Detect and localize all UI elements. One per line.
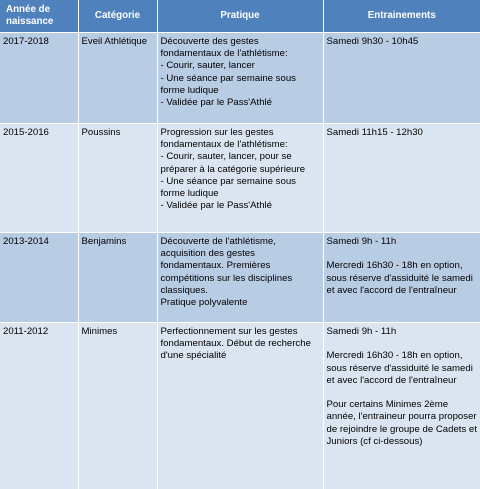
practice-line: - Validée par le Pass'Athlé [160,97,273,109]
practice-line: - Une séance par semaine sous forme ludique [160,175,296,200]
cell-category: Poussins [78,124,157,233]
cell-training [323,323,480,489]
training-spacer [327,248,479,260]
cell-birth-year: 2013-2014 [0,233,78,323]
practice-line: - Une séance par semaine sous forme ludique [160,72,296,96]
header-birth-year: Année de naissance [0,0,78,33]
cell-birth-year: 2011-2012 [0,323,78,489]
cell-birth-year: 2015-2016 [0,124,78,233]
header-practice: Pratique [157,0,323,33]
cell-category: Minimes [78,323,157,489]
training-line: Mercredi 16h30 - 18h en option, sous réserve d'assiduité le samedi et avec l'accord de l'entraîneur [326,260,473,296]
training-line: Samedi 9h30 - 10h45 [326,36,419,47]
training-line: Mercredi 16h30 - 18h en option, sous réserve d'assiduité le samedi et avec l'accord de l'entraîneur [326,350,473,386]
table-row [0,323,480,489]
training-line: Samedi 9h - 11h [326,236,397,247]
table-row [0,124,480,233]
cell-training [323,233,480,323]
training-line: Pour certains Minimes 2ème année, l'entraineur pourra proposer de rejoindre le groupe de Cadets et Juniors (cf ci-dessous) [326,399,477,447]
training-spacer [327,338,479,350]
training-line: Samedi 11h15 - 12h30 [326,127,423,138]
header-category: Catégorie [78,0,157,33]
cell-birth-year: 2017-2018 [0,33,78,124]
cell-practice [157,323,323,489]
practice-line: Découverte de l'athlétisme, acquisition des gestes fondamentaux. Premières compétitions sur les disciplines classiques. [160,236,293,296]
cell-practice [157,233,323,323]
cell-training [323,33,480,124]
header-training: Entrainements [323,0,480,33]
cell-category: Eveil Athlétique [78,33,157,124]
practice-line: Progression sur les gestes fondamentaux de l'athlétisme: [160,127,288,151]
practice-line: Découverte des gestes fondamentaux de l'athlétisme: [160,36,288,60]
practice-line: Pratique polyvalente [160,297,248,309]
cell-training [323,124,480,233]
cell-category: Benjamins [78,233,157,323]
training-spacer [327,387,479,399]
table-row [0,33,480,124]
table-row [0,233,480,323]
table-header-row [0,0,480,33]
practice-line: - Validée par le Pass'Athlé [160,200,273,212]
training-line: Samedi 9h - 11h [326,326,397,337]
practice-line: Perfectionnement sur les gestes fondamentaux. Début de recherche d'une spécialité [160,326,311,362]
cell-practice [157,33,323,124]
practice-line: - Courir, sauter, lancer [160,60,255,72]
cell-practice [157,124,323,233]
practice-line: - Courir, sauter, lancer, pour se préparer à la catégorie supérieure [160,151,306,175]
